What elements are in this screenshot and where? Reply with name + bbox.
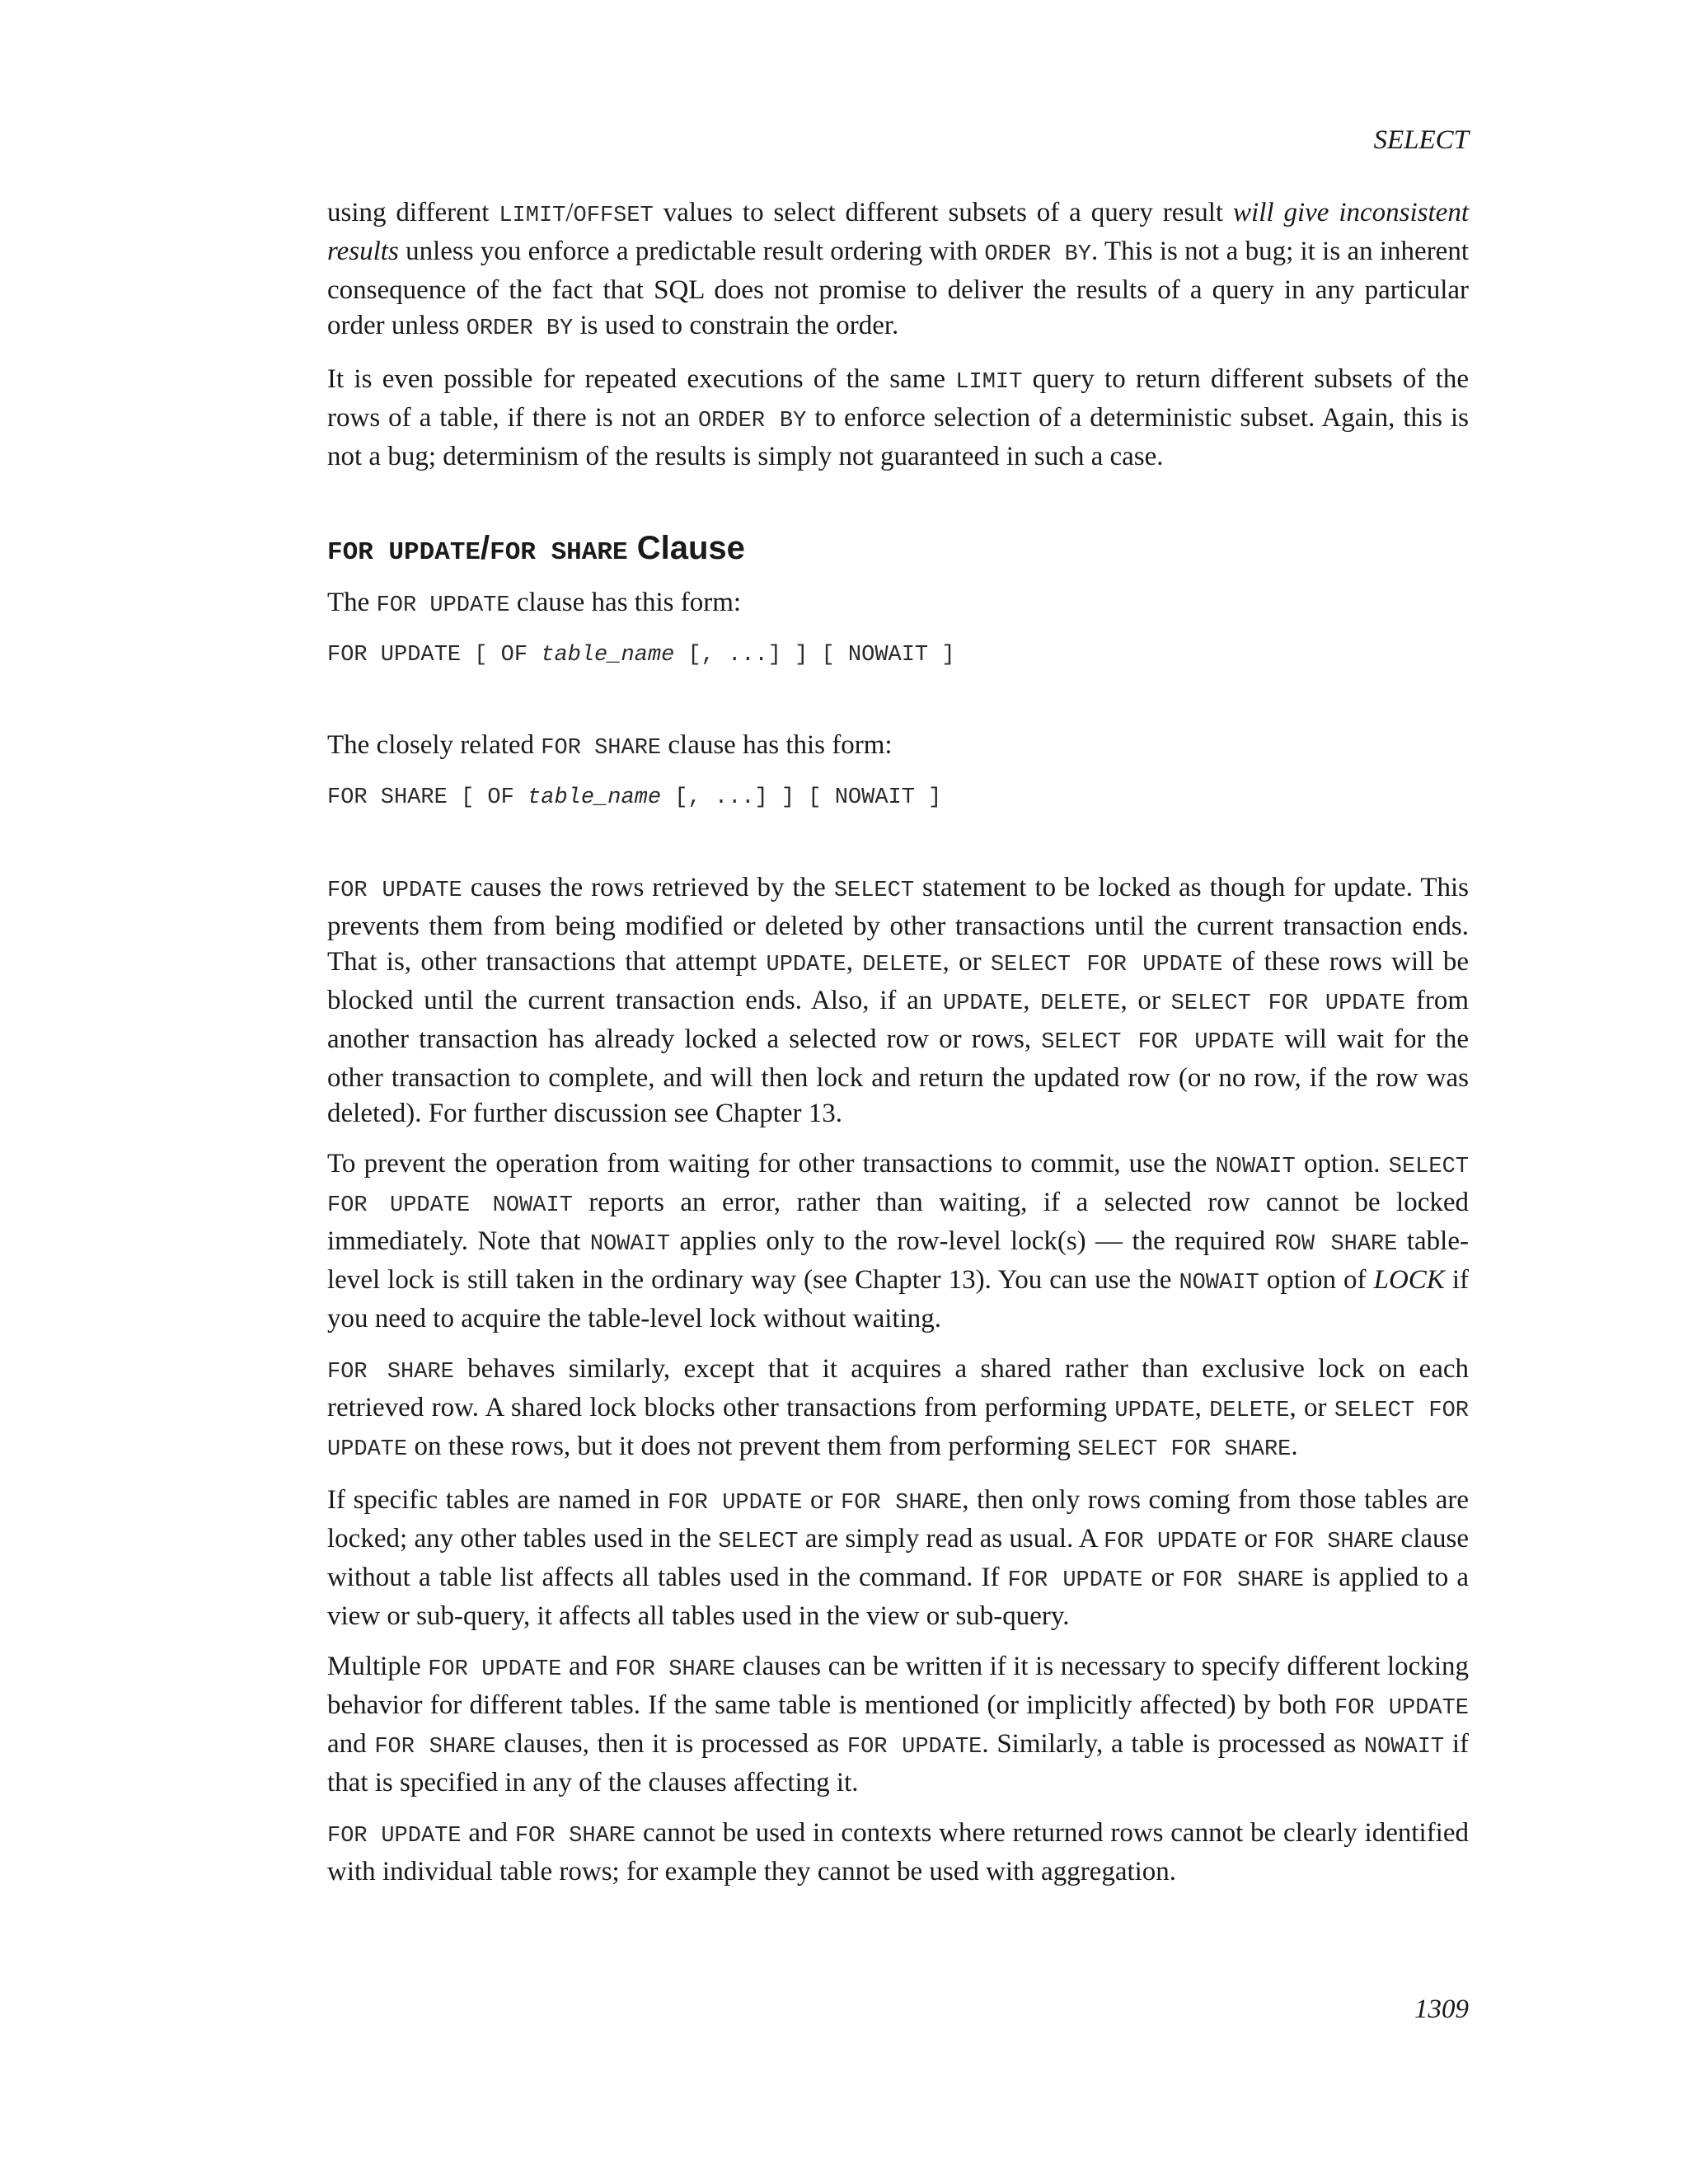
paragraph-for-share-form: The closely related FOR SHARE clause has this form: bbox=[327, 730, 893, 761]
paragraph-for-update-form: The FOR UPDATE clause has this form: bbox=[327, 588, 742, 618]
section-heading: FOR UPDATE/FOR SHARE Clause bbox=[327, 530, 745, 567]
page-body bbox=[327, 195, 1469, 1905]
running-header: SELECT bbox=[1373, 125, 1469, 155]
paragraph-nowait: To prevent the operation from waiting for other transactions to commit, use the NOWAIT option. SELECT FOR UPDATE NOWAIT reports an error, rather than waiting, if a selected row cannot be locked immediately. Note that NOWAIT applies only to the row-level lock(s) — the required ROW SHARE table-level lock is still taken in the ordinary way (see Chapter 13). You can use the NOWAIT option of LOCK if you need to acquire the table-level lock without waiting. bbox=[327, 1149, 1470, 1333]
page-number: 1309 bbox=[1414, 1994, 1469, 2024]
paragraph-for-share-behavior: FOR SHARE behaves similarly, except that it acquires a shared rather than exclusive lock on each retrieved row. A shared lock blocks other transactions from performing UPDATE, DELETE, or SELECT FOR UPDATE on these rows, but it does not prevent them from performing SELECT FOR SHARE. bbox=[327, 1354, 1470, 1462]
synopsis-for-update: FOR UPDATE [ OF table_name [, ...] ] [ NOWAIT ] bbox=[327, 643, 955, 668]
paragraph-for-update-locking: FOR UPDATE causes the rows retrieved by the SELECT statement to be locked as though for update. This prevents them from being modified or deleted by other transactions until the current transaction ends. That is, other transactions that attempt UPDATE, DELETE, or SELECT FOR UPDATE of these rows will be blocked until the current transaction ends. Also, if an UPDATE, DELETE, or SELECT FOR UPDATE from another transaction has already locked a selected row or rows, SELECT FOR UPDATE will wait for the other transaction to complete, and will then lock and return the updated row (or no row, if the row was deleted). For further discussion see Chapter 13. bbox=[327, 873, 1470, 1128]
paragraph-multiple-clauses: Multiple FOR UPDATE and FOR SHARE clauses can be written if it is necessary to specify different locking behavior for different tables. If the same table is mentioned (or implicitly affected) by both FOR UPDATE and FOR SHARE clauses, then it is processed as FOR UPDATE. Similarly, a table is processed as NOWAIT if that is specified in any of the clauses affecting it. bbox=[327, 1652, 1470, 1797]
document-page bbox=[327, 0, 1469, 2184]
paragraph-specific-tables: If specific tables are named in FOR UPDATE or FOR SHARE, then only rows coming from those tables are locked; any other tables used in the SELECT are simply read as usual. A FOR UPDATE or FOR SHARE clause without a table list affects all tables used in the command. If FOR UPDATE or FOR SHARE is applied to a view or sub-query, it affects all tables used in the view or sub-query. bbox=[327, 1485, 1469, 1631]
paragraph-aggregation: FOR UPDATE and FOR SHARE cannot be used in contexts where returned rows cannot be clearly identified with individual table rows; for example they cannot be used with aggregation. bbox=[327, 1818, 1469, 1886]
synopsis-for-share: FOR SHARE [ OF table_name [, ...] ] [ NOWAIT ] bbox=[327, 785, 942, 810]
paragraph-determinism: It is even possible for repeated executions of the same LIMIT query to return different subsets of the rows of a table, if there is not an ORDER BY to enforce selection of a deterministic subset. Again, this is not a bug; determinism of the results is simply not guaranteed in such a case. bbox=[327, 364, 1470, 471]
paragraph-limit-offset: using different LIMIT/OFFSET values to select different subsets of a query result will give inconsistent results unless you enforce a predictable result ordering with ORDER BY. This is not a bug; it is an inherent consequence of the fact that SQL does not promise to deliver the results of a query in any particular order unless ORDER BY is used to constrain the order. bbox=[327, 198, 1469, 341]
